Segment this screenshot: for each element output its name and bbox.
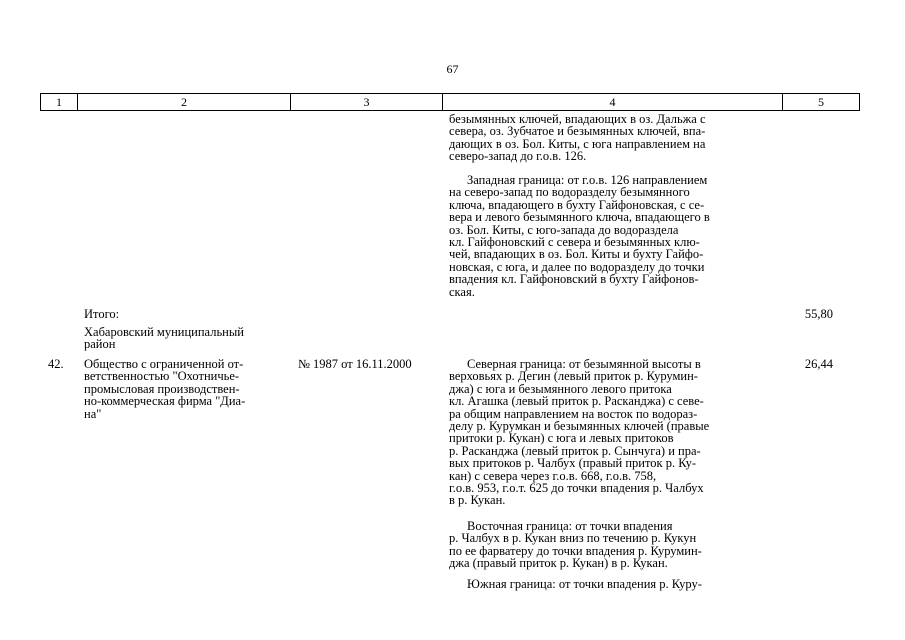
total-value: 55,80 xyxy=(804,307,833,321)
district-name: Хабаровский муниципальный район xyxy=(84,325,244,352)
header-col-1: 1 xyxy=(41,94,78,110)
header-col-3: 3 xyxy=(291,94,443,110)
west-boundary-text: Западная граница: от г.о.в. 126 направлением на северо-запад по водоразделу безымянного ключа, впадающего в бухту Гайфоновская, с се- вера и левого безымянного ключа, впадающего в оз. Бол. Киты, с юго-запада до водораздела кл. Гайфоновский с севера и безымянных клю- чей, впадающих в оз. Бол. Киты и бухту Гайфо- новская, с юга, и далее по водоразделу до точки впадения кл. Гайфоновский в бухту Гайфонов- ская. xyxy=(449,173,710,299)
north-boundary-text: Северная граница: от безымянной высоты в верховьях р. Дегин (левый приток р. Курумин- джа) с юга и безымянного левого притока кл. Агашка (левый приток р. Расканджа) с севе- ра общим направлением на восток по водораз- делу р. Курумкан и безымянных ключей (правые притоки р. Кукан) с юга и левых притоков р. Расканджа (левый приток р. Сынчуга) и пра- вых притоков р. Чалбух (правый приток р. Ку- кан) с севера через г.о.в. 668, г.о.в. 758, г.о.в. 953, г.о.т. 625 до точки впадения р. Чалбух в р. Кукан. xyxy=(449,357,710,508)
header-col-5: 5 xyxy=(818,95,824,109)
document-reference: № 1987 от 16.11.2000 xyxy=(298,357,412,371)
organization-name: Общество с ограниченной от- ветственностью "Охотничье- промысловая производствен- но-коммерческая фирма "Диа- на" xyxy=(84,357,246,421)
header-col-4: 4 xyxy=(443,94,783,110)
boundary-continuation: безымянных ключей, впадающих в оз. Дальжа с севера, оз. Зубчатое и безымянных ключей, впа- дающих в оз. Бол. Киты, с юга направлением на северо-запад до г.о.в. 126. xyxy=(449,112,706,164)
header-col-2: 2 xyxy=(78,94,291,110)
row-number: 42. xyxy=(48,357,64,371)
south-boundary-text: Южная граница: от точки впадения р. Куру- xyxy=(467,577,702,591)
table-header-row xyxy=(40,93,860,111)
page-number: 67 xyxy=(446,62,459,76)
area-value: 26,44 xyxy=(804,357,833,371)
total-label: Итого: xyxy=(84,307,120,321)
east-boundary-text: Восточная граница: от точки впадения р. Чалбух в р. Кукан вниз по течению р. Кукун по ее фарватеру до точки впадения р. Курумин- джа (правый приток р. Кукан) в р. Кукан. xyxy=(449,519,702,571)
